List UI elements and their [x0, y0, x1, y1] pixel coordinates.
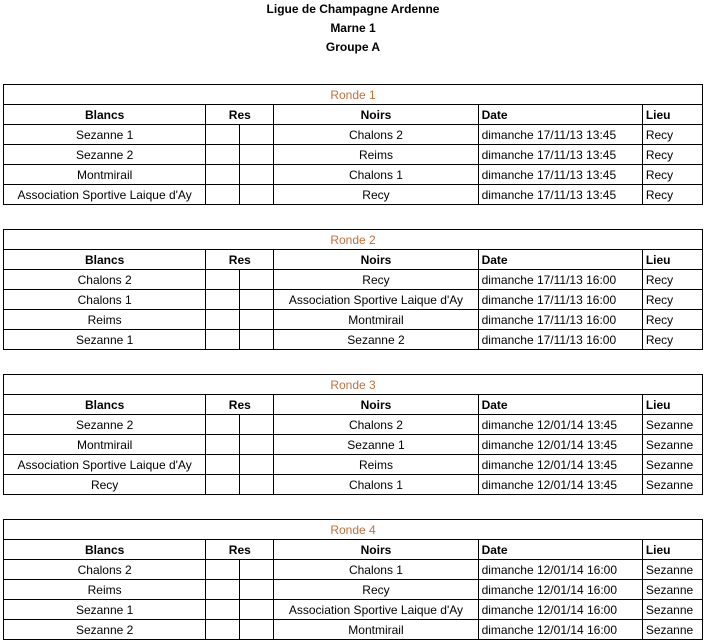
round-table [3, 84, 703, 205]
blancs-team: Recy [4, 475, 206, 495]
blancs-team: Chalons 2 [4, 560, 206, 580]
header-noirs: Noirs [274, 105, 478, 125]
noirs-team: Recy [274, 270, 478, 290]
res-black-score [240, 435, 274, 455]
res-white-score [206, 165, 240, 185]
match-venue: Sezanne [642, 455, 702, 475]
table-row [4, 620, 703, 640]
header-blancs: Blancs [4, 250, 206, 270]
column-header-row [4, 250, 703, 270]
header-res: Res [206, 105, 274, 125]
match-venue: Recy [642, 165, 702, 185]
table-row [4, 185, 703, 205]
header-date: Date [478, 395, 642, 415]
match-venue: Sezanne [642, 620, 702, 640]
table-row [4, 290, 703, 310]
noirs-team: Montmirail [274, 620, 478, 640]
header-date: Date [478, 250, 642, 270]
table-row [4, 270, 703, 290]
match-date: dimanche 17/11/13 16:00 [478, 310, 642, 330]
header-date: Date [478, 540, 642, 560]
res-white-score [206, 415, 240, 435]
res-black-score [240, 560, 274, 580]
noirs-team: Montmirail [274, 310, 478, 330]
blancs-team: Sezanne 2 [4, 145, 206, 165]
match-venue: Sezanne [642, 600, 702, 620]
header-blancs: Blancs [4, 395, 206, 415]
match-venue: Recy [642, 125, 702, 145]
blancs-team: Sezanne 1 [4, 125, 206, 145]
document-header [0, 0, 706, 57]
res-white-score [206, 620, 240, 640]
res-black-score [240, 415, 274, 435]
res-black-score [240, 475, 274, 495]
header-lieu: Lieu [642, 105, 702, 125]
column-header-row [4, 395, 703, 415]
noirs-team: Reims [274, 455, 478, 475]
blancs-team: Sezanne 1 [4, 600, 206, 620]
res-black-score [240, 125, 274, 145]
res-black-score [240, 600, 274, 620]
round-title: Ronde 4 [4, 520, 703, 540]
blancs-team: Association Sportive Laique d'Ay [4, 185, 206, 205]
match-venue: Recy [642, 330, 702, 350]
noirs-team: Association Sportive Laique d'Ay [274, 600, 478, 620]
res-black-score [240, 620, 274, 640]
res-white-score [206, 310, 240, 330]
header-res: Res [206, 250, 274, 270]
round-title-row [4, 520, 703, 540]
blancs-team: Sezanne 2 [4, 415, 206, 435]
noirs-team: Chalons 2 [274, 125, 478, 145]
header-noirs: Noirs [274, 540, 478, 560]
round-table [3, 519, 703, 640]
match-date: dimanche 17/11/13 13:45 [478, 145, 642, 165]
match-date: dimanche 12/01/14 13:45 [478, 455, 642, 475]
blancs-team: Association Sportive Laique d'Ay [4, 455, 206, 475]
noirs-team: Recy [274, 185, 478, 205]
round-table [3, 374, 703, 495]
noirs-team: Chalons 1 [274, 165, 478, 185]
match-venue: Recy [642, 310, 702, 330]
column-header-row [4, 540, 703, 560]
res-black-score [240, 185, 274, 205]
res-white-score [206, 600, 240, 620]
match-date: dimanche 12/01/14 13:45 [478, 415, 642, 435]
res-white-score [206, 270, 240, 290]
res-black-score [240, 270, 274, 290]
header-res: Res [206, 395, 274, 415]
round-table [3, 229, 703, 350]
table-row [4, 165, 703, 185]
blancs-team: Reims [4, 580, 206, 600]
match-date: dimanche 17/11/13 13:45 [478, 125, 642, 145]
match-date: dimanche 12/01/14 16:00 [478, 560, 642, 580]
res-black-score [240, 290, 274, 310]
table-row [4, 310, 703, 330]
noirs-team: Chalons 1 [274, 475, 478, 495]
match-date: dimanche 12/01/14 13:45 [478, 435, 642, 455]
match-venue: Recy [642, 270, 702, 290]
match-venue: Recy [642, 185, 702, 205]
noirs-team: Sezanne 1 [274, 435, 478, 455]
header-lieu: Lieu [642, 540, 702, 560]
blancs-team: Sezanne 2 [4, 620, 206, 640]
round-title-row [4, 230, 703, 250]
match-date: dimanche 12/01/14 16:00 [478, 580, 642, 600]
res-black-score [240, 580, 274, 600]
table-row [4, 415, 703, 435]
round-title-row [4, 375, 703, 395]
round-title-row [4, 85, 703, 105]
header-res: Res [206, 540, 274, 560]
match-date: dimanche 17/11/13 16:00 [478, 330, 642, 350]
blancs-team: Sezanne 1 [4, 330, 206, 350]
division-title: Marne 1 [330, 21, 376, 35]
res-white-score [206, 560, 240, 580]
res-white-score [206, 330, 240, 350]
round-title: Ronde 2 [4, 230, 703, 250]
match-venue: Recy [642, 145, 702, 165]
res-white-score [206, 290, 240, 310]
noirs-team: Chalons 1 [274, 560, 478, 580]
match-date: dimanche 17/11/13 16:00 [478, 270, 642, 290]
res-white-score [206, 580, 240, 600]
res-white-score [206, 185, 240, 205]
res-black-score [240, 145, 274, 165]
blancs-team: Chalons 1 [4, 290, 206, 310]
match-date: dimanche 12/01/14 16:00 [478, 620, 642, 640]
res-white-score [206, 435, 240, 455]
table-row [4, 580, 703, 600]
match-date: dimanche 17/11/13 16:00 [478, 290, 642, 310]
table-row [4, 475, 703, 495]
header-lieu: Lieu [642, 250, 702, 270]
match-date: dimanche 12/01/14 16:00 [478, 600, 642, 620]
table-row [4, 145, 703, 165]
res-black-score [240, 330, 274, 350]
res-black-score [240, 455, 274, 475]
blancs-team: Montmirail [4, 165, 206, 185]
res-white-score [206, 125, 240, 145]
table-row [4, 600, 703, 620]
noirs-team: Recy [274, 580, 478, 600]
table-row [4, 455, 703, 475]
blancs-team: Reims [4, 310, 206, 330]
header-noirs: Noirs [274, 395, 478, 415]
table-row [4, 435, 703, 455]
match-date: dimanche 17/11/13 13:45 [478, 165, 642, 185]
res-black-score [240, 165, 274, 185]
header-blancs: Blancs [4, 105, 206, 125]
blancs-team: Montmirail [4, 435, 206, 455]
table-row [4, 330, 703, 350]
res-black-score [240, 310, 274, 330]
header-lieu: Lieu [642, 395, 702, 415]
match-venue: Sezanne [642, 475, 702, 495]
round-title: Ronde 1 [4, 85, 703, 105]
column-header-row [4, 105, 703, 125]
table-row [4, 125, 703, 145]
header-noirs: Noirs [274, 250, 478, 270]
header-blancs: Blancs [4, 540, 206, 560]
noirs-team: Sezanne 2 [274, 330, 478, 350]
noirs-team: Chalons 2 [274, 415, 478, 435]
league-title: Ligue de Champagne Ardenne [266, 2, 440, 16]
res-white-score [206, 145, 240, 165]
header-date: Date [478, 105, 642, 125]
res-white-score [206, 455, 240, 475]
res-white-score [206, 475, 240, 495]
match-venue: Sezanne [642, 580, 702, 600]
noirs-team: Association Sportive Laique d'Ay [274, 290, 478, 310]
match-venue: Recy [642, 290, 702, 310]
table-row [4, 560, 703, 580]
match-venue: Sezanne [642, 415, 702, 435]
match-venue: Sezanne [642, 560, 702, 580]
match-date: dimanche 12/01/14 13:45 [478, 475, 642, 495]
round-title: Ronde 3 [4, 375, 703, 395]
match-venue: Sezanne [642, 435, 702, 455]
blancs-team: Chalons 2 [4, 270, 206, 290]
group-title: Groupe A [325, 40, 381, 54]
noirs-team: Reims [274, 145, 478, 165]
match-date: dimanche 17/11/13 13:45 [478, 185, 642, 205]
